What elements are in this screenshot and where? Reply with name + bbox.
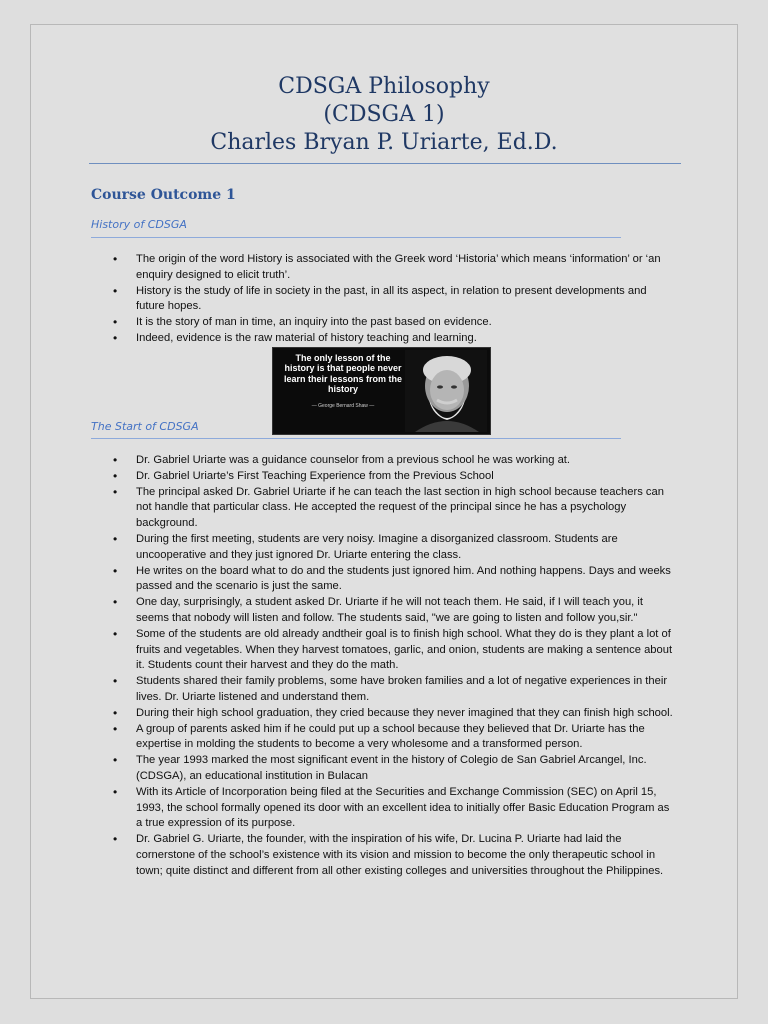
list-item: • A group of parents asked him if he could put up a school because they believed that Dr. Uriarte has the expertise in molding the students to become a very wholesome and a transformed person. [113,722,673,754]
quote-image [272,347,491,435]
list-item: • During their high school graduation, they cried because they never imagined that they can finish high school. [113,706,673,722]
list-item: • During the first meeting, students are very noisy. Imagine a disorganized classroom. Students are uncooperative and they just ignored Dr. Uriarte entering the class. [113,532,673,564]
document-page [30,24,738,999]
title-line-3: Charles Bryan P. Uriarte, Ed.D. [210,130,558,155]
portrait-image [405,350,487,432]
start-heading: The Start of CDSGA [91,420,199,433]
title-line-2: (CDSGA 1) [323,102,445,127]
list-item: • The principal asked Dr. Gabriel Uriarte if he can teach the last section in high school because teachers can not handle that particular class. He accepted the request of the principal since he has a psychology background. [113,485,673,532]
list-item: • With its Article of Incorporation being filed at the Securities and Exchange Commission (SEC) on April 15, 1993, the school formally opened its door with an excellent idea to initially offer Basic Education Program as a true expression of its purpose. [113,785,673,832]
list-item: • The year 1993 marked the most significant event in the history of Colegio de San Gabriel Arcangel, Inc. (CDSGA), an educational institution in Bulacan [113,753,673,785]
start-bullet-list [113,453,673,880]
history-bullet-list [113,252,673,347]
quote-text: The only lesson of the history is that people never learn their lessons from the history [283,353,403,395]
title-divider [89,163,681,164]
list-item: • History is the study of life in society in the past, in all its aspect, in relation to present developments and future hopes. [113,284,673,316]
list-item: • Dr. Gabriel G. Uriarte, the founder, with the inspiration of his wife, Dr. Lucina P. Uriarte had laid the cornerstone of the school’s existence with its vision and mission to become the only therapeutic school in town; quite distinct and different from all other existing colleges and universities throughout the Philippines. [113,832,673,879]
list-item: • He writes on the board what to do and the students just ignored him. And nothing happens. Days and weeks passed and the scenario is just the same. [113,564,673,596]
start-divider [91,438,621,439]
list-item: • Students shared their family problems, some have broken families and a lot of negative experiences in their lives. Dr. Uriarte listened and understand them. [113,674,673,706]
list-item: • Dr. Gabriel Uriarte was a guidance counselor from a previous school he was working at. [113,453,673,469]
list-item: • Dr. Gabriel Uriarte’s First Teaching Experience from the Previous School [113,469,673,485]
list-item: • It is the story of man in time, an inquiry into the past based on evidence. [113,315,673,331]
title-line-1: CDSGA Philosophy [278,74,490,99]
list-item: • One day, surprisingly, a student asked Dr. Uriarte if he will not teach them. He said, if I will teach you, it seems that nobody will listen and follow. The students said, "we are going to listen and follow you,sir." [113,595,673,627]
quote-author: — George Bernard Shaw — [311,403,375,409]
document-title [31,73,737,157]
list-item: • Indeed, evidence is the raw material of history teaching and learning. [113,331,673,347]
history-divider [91,237,621,238]
history-heading: History of CDSGA [91,218,187,231]
list-item: • The origin of the word History is associated with the Greek word ‘Historia’ which means ‘information’ or ‘an enquiry designed to elicit truth’. [113,252,673,284]
list-item: • Some of the students are old already andtheir goal is to finish high school. What they do is they plant a lot of fruits and vegetables. When they harvest tomatoes, garlic, and onion, students are making a sentence about it. Students count their harvest and they do the math. [113,627,673,674]
course-outcome-heading: Course Outcome 1 [91,187,236,203]
